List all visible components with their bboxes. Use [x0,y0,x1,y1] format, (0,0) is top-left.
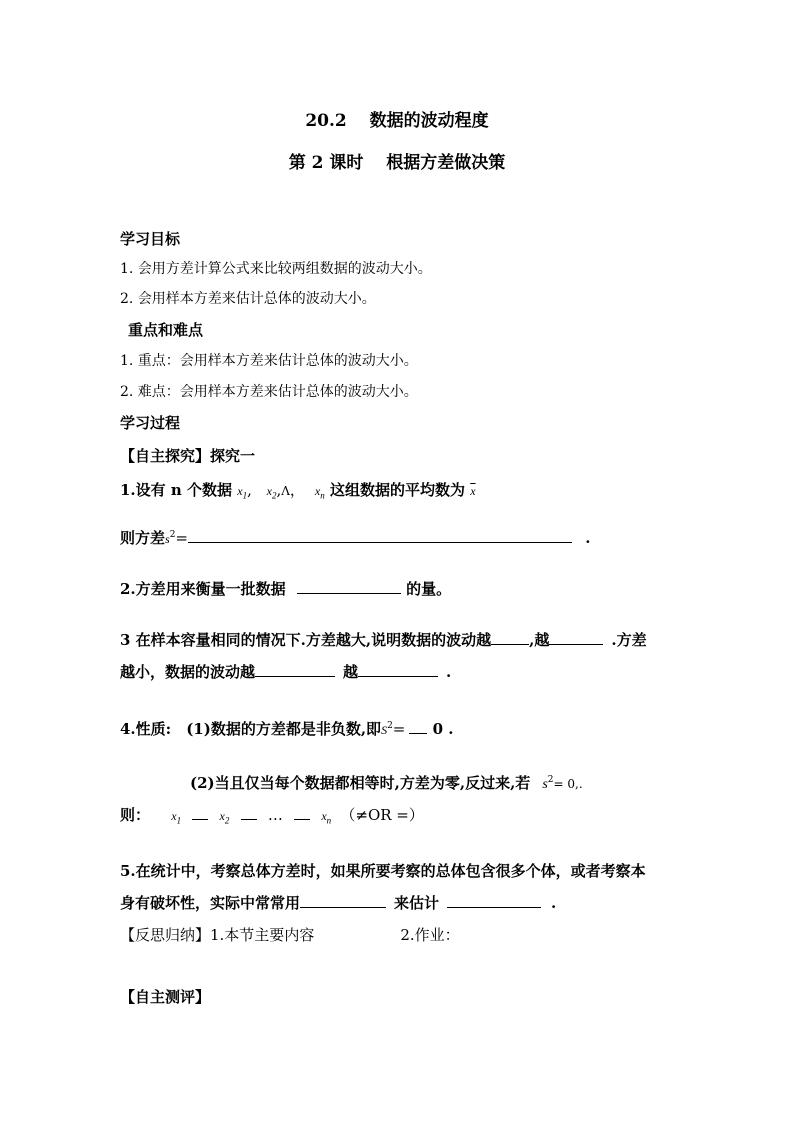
page-title: 20.2 数据的波动程度 [305,111,489,131]
q4c-blank-1[interactable] [192,805,208,820]
keypoint-item: 1. 重点：会用样本方差来估计总体的波动大小。 [120,353,418,369]
question-4b: (2)当且仅当每个数据都相等时,方差为零,反过来,若 $s^2= 0$,. [190,774,583,792]
question-1: 1.设有 n 个数据 $x_1$, $x_2,\Lambda$， $x_n$ 这组数据的平均数为 $\overline{x}$ [120,481,476,501]
selftest-heading: 【自主测评】 [120,988,211,1006]
objective-item: 2. 会用样本方差来估计总体的波动大小。 [120,291,376,307]
xn-symbol: $x_n$ [321,809,332,826]
q5-blank-1[interactable] [300,893,386,908]
q3-blank-1[interactable] [491,630,529,645]
S-symbol: S [381,723,388,737]
question-2: 2.方差用来衡量一批数据 的量。 [120,580,452,598]
q5-blank-2[interactable] [447,893,541,908]
s-symbol: s [165,532,170,546]
objectives-heading: 学习目标 [120,230,181,248]
reflect-line: 【反思归纳】1.本节主要内容 2.作业： [120,926,460,944]
q4c-blank-2[interactable] [241,805,257,820]
x1-symbol: $x_1$ [237,484,248,501]
explore-heading: 【自主探究】探究一 [120,447,256,465]
keypoints-heading: 重点和难点 [128,321,204,339]
q3-blank-3[interactable] [255,662,335,677]
question-5-line2: 身有破坏性，实际中常常用 来估计 . [120,894,557,912]
process-heading: 学习过程 [120,414,181,432]
question-4: 4.性质: (1)数据的方差都是非负数,即$S^2= 0$ . [120,720,454,738]
x1-symbol: $x_1$ [171,809,182,826]
xn-symbol: $x_n$ [314,484,325,501]
question-1b: 则方差$s^2=$ . [120,529,591,547]
variance-blank[interactable] [188,528,572,543]
q1-post: 这组数据的平均数为 [329,481,465,499]
question-4c: 则： $x_1$ $x_2$ … $x_n$ （≠OR =） [120,806,424,826]
question-3-line2: 越小，数据的波动越 越 . [120,663,452,681]
q3-blank-4[interactable] [358,662,438,677]
question-3-line1: 3 在样本容量相同的情况下.方差越大,说明数据的波动越 ,越 .方差 [120,631,647,649]
xbar-symbol: $\overline{x}$ [470,484,476,498]
x2-symbol: $x_2$ [266,484,277,501]
objective-item: 1. 会用方差计算公式来比较两组数据的波动大小。 [120,261,432,277]
question-5-line1: 5.在统计中，考察总体方差时，如果所要考察的总体包含很多个体，或者考察本 [120,862,646,880]
q3-blank-2[interactable] [549,630,603,645]
q1-text: 1.设有 n 个数据 [120,481,233,499]
s-symbol: s [542,777,548,792]
page-subtitle: 第 2 课时 根据方差做决策 [288,153,506,173]
keypoint-item: 2. 难点：会用样本方差来估计总体的波动大小。 [120,384,418,400]
q4-blank[interactable] [409,719,427,734]
q4c-blank-3[interactable] [294,805,310,820]
x2-symbol: $x_2$ [219,809,230,826]
q2-blank[interactable] [297,579,401,594]
